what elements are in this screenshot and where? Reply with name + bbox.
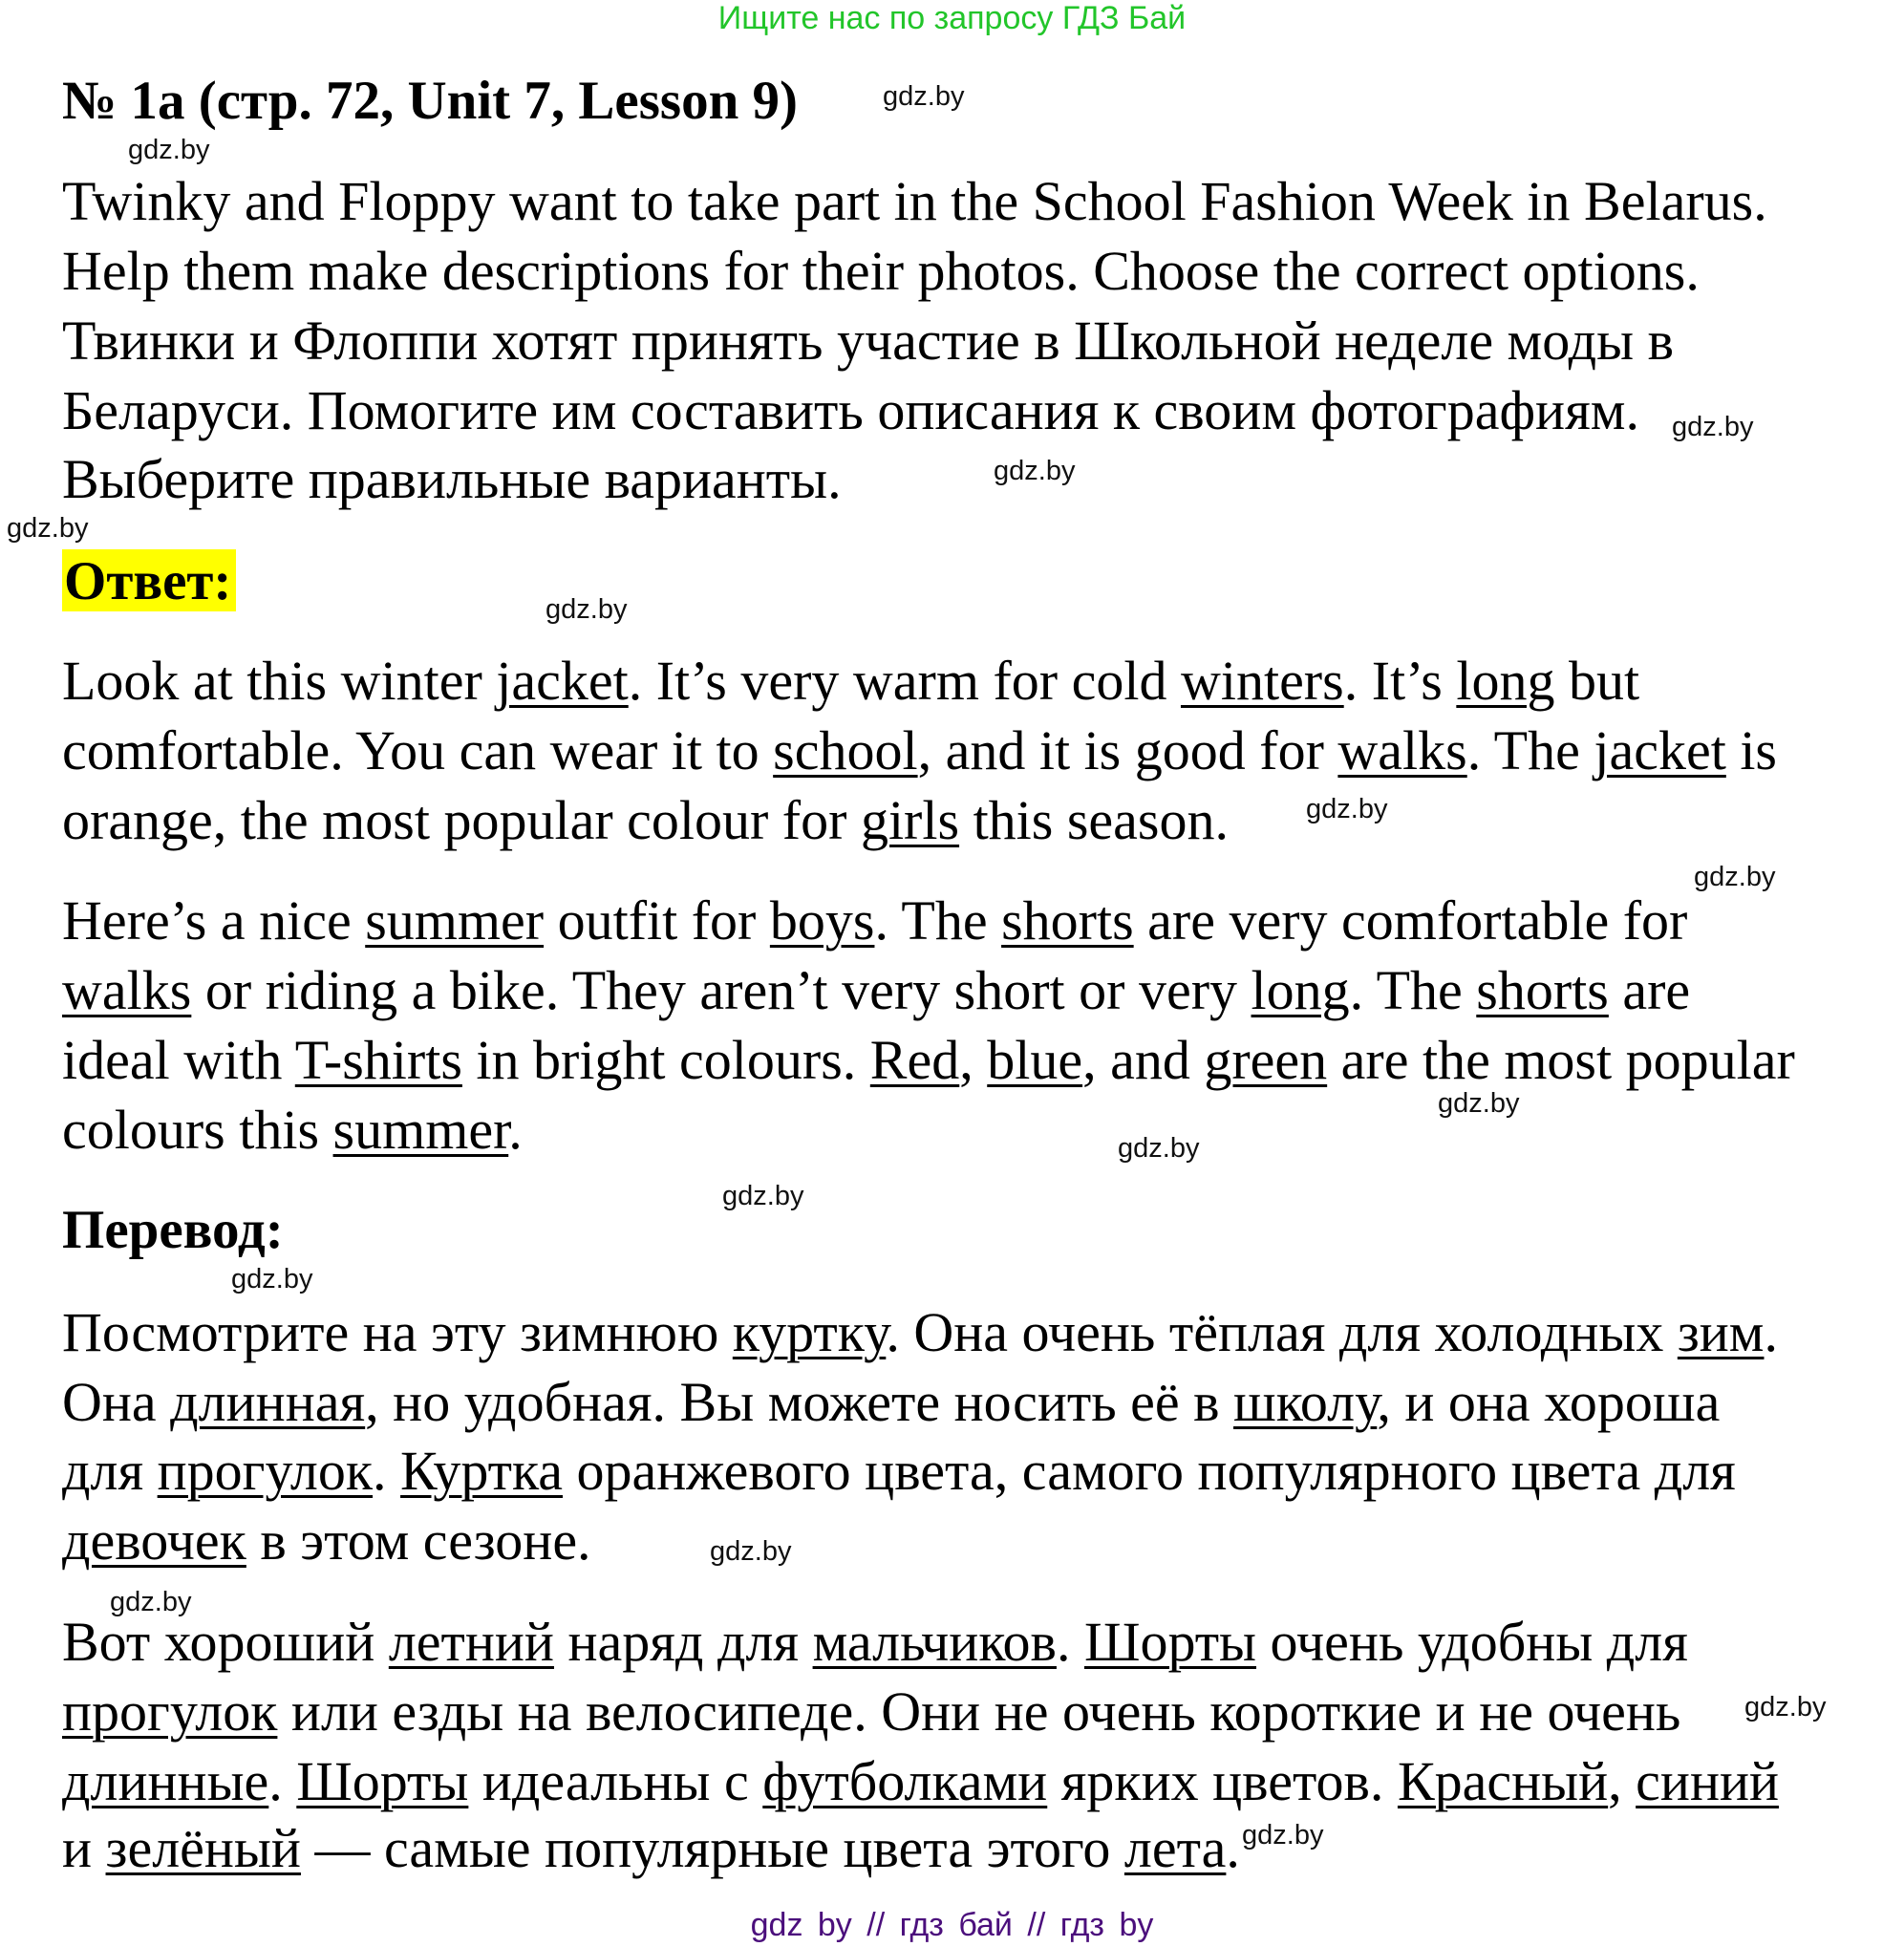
text-segment: Выберите правильные варианты. [62, 448, 842, 510]
watermark: gdz.by [1694, 862, 1776, 892]
text-line [62, 789, 1229, 851]
text-segment: or riding a bike. They aren’t very short or very [191, 959, 1252, 1021]
underlined-answer-word: школу [1233, 1371, 1378, 1433]
text-segment: colours this [62, 1099, 333, 1161]
text-segment: , но удобная. Вы можете носить её в [365, 1371, 1234, 1433]
text-segment: in bright colours. [461, 1029, 870, 1091]
text-segment: для [62, 1440, 158, 1502]
text-segment: this season. [959, 789, 1229, 851]
text-segment: , [959, 1029, 988, 1091]
underlined-answer-word: walks [62, 959, 192, 1021]
search-hint-banner: Ищите нас по запросу ГДЗ Бай [717, 0, 1187, 36]
text-segment: . [268, 1750, 297, 1812]
text-segment: Help them make descriptions for their photos. Choose the correct options. [62, 240, 1700, 302]
text-line [62, 1817, 1240, 1879]
text-segment: Twinky and Floppy want to take part in the School Fashion Week in Belarus. [62, 170, 1767, 232]
text-segment: are [1608, 959, 1691, 1021]
text-segment: — самые популярные цвета этого [300, 1817, 1124, 1879]
text-segment: ярких цветов. [1047, 1750, 1398, 1812]
text-segment: Вот хороший [62, 1611, 389, 1673]
text-segment: оранжевого цвета, самого популярного цвета для [563, 1440, 1736, 1502]
text-segment: outfit for [544, 889, 770, 952]
underlined-answer-word: Шорты [296, 1750, 469, 1812]
underlined-answer-word: long [1456, 650, 1555, 712]
watermark: gdz.by [722, 1181, 804, 1211]
text-segment: is [1725, 719, 1777, 781]
text-segment: . [508, 1099, 523, 1161]
underlined-answer-word: куртку [732, 1301, 887, 1363]
underlined-answer-word: Red [869, 1029, 960, 1091]
text-line [62, 650, 1640, 712]
text-line [62, 1099, 523, 1161]
watermark: gdz.by [128, 135, 210, 165]
text-segment: . It’s very warm for cold [628, 650, 1181, 712]
text-line [62, 719, 1777, 781]
text-segment: . [373, 1440, 401, 1502]
text-line [62, 1750, 1780, 1812]
text-line [62, 170, 1767, 232]
underlined-answer-word: лета [1123, 1817, 1227, 1879]
text-line [62, 1029, 1795, 1091]
text-line [62, 448, 842, 510]
text-segment: ideal with [62, 1029, 295, 1091]
underlined-answer-word: Красный [1397, 1750, 1609, 1812]
underlined-answer-word: shorts [1001, 889, 1134, 952]
underlined-answer-word: футболками [762, 1750, 1048, 1812]
text-segment: . The [1349, 959, 1477, 1021]
watermark: gdz.by [1306, 794, 1388, 824]
text-segment: в этом сезоне. [246, 1509, 591, 1572]
underlined-answer-word: Шорты [1083, 1611, 1257, 1673]
watermark: gdz.by [883, 81, 965, 112]
answer-label: Ответ: [64, 551, 232, 611]
text-segment: . It’s [1343, 650, 1457, 712]
text-line [62, 310, 1674, 372]
text-segment: , and it is good for [917, 719, 1338, 781]
text-line [62, 379, 1639, 441]
text-segment: или езды на велосипеде. Они не очень короткие и не очень [277, 1680, 1681, 1743]
text-segment: , [1608, 1750, 1637, 1812]
watermark: gdz.by [994, 456, 1076, 486]
text-segment: but [1554, 650, 1640, 712]
underlined-answer-word: winters [1180, 650, 1344, 712]
text-segment: очень удобны для [1256, 1611, 1688, 1673]
underlined-answer-word: green [1204, 1029, 1328, 1091]
text-segment: . [1764, 1301, 1778, 1363]
text-segment: . Она очень тёплая для холодных [886, 1301, 1678, 1363]
watermark: gdz.by [231, 1264, 313, 1294]
underlined-answer-word: синий [1636, 1750, 1780, 1812]
text-line [62, 959, 1691, 1021]
text-line [62, 1371, 1721, 1433]
underlined-answer-word: Куртка [400, 1440, 563, 1502]
text-segment: наряд для [553, 1611, 813, 1673]
underlined-answer-word: летний [388, 1611, 554, 1673]
text-segment: Она [62, 1371, 171, 1433]
underlined-answer-word: girls [860, 789, 960, 851]
text-segment: orange, the most popular colour for [62, 789, 861, 851]
text-segment: . The [874, 889, 1002, 952]
answer-label-highlight [62, 549, 236, 611]
watermark: gdz.by [7, 513, 89, 544]
underlined-answer-word: длинные [62, 1750, 269, 1812]
underlined-answer-word: jacket [496, 650, 629, 712]
text-segment: Беларуси. Помогите им составить описания к своим фотографиям. [62, 379, 1639, 441]
underlined-answer-word: boys [769, 889, 875, 952]
underlined-answer-word: мальчиков [812, 1611, 1057, 1673]
text-segment: , и она хороша [1377, 1371, 1721, 1433]
underlined-answer-word: зелёный [105, 1817, 301, 1879]
underlined-answer-word: school [773, 719, 918, 781]
watermark: gdz.by [1242, 1820, 1324, 1851]
text-line [62, 240, 1700, 302]
text-segment: . [1056, 1611, 1084, 1673]
underlined-answer-word: summer [332, 1099, 509, 1161]
underlined-answer-word: summer [365, 889, 545, 952]
text-segment: are the most popular [1327, 1029, 1795, 1091]
text-segment: Твинки и Флоппи хотят принять участие в Школьной неделе моды в [62, 310, 1674, 372]
text-segment: Look at this winter [62, 650, 497, 712]
text-line [62, 1611, 1688, 1673]
watermark: gdz.by [110, 1587, 192, 1617]
text-segment: Посмотрите на эту зимнюю [62, 1301, 733, 1363]
text-segment: comfortable. You can wear it to [62, 719, 774, 781]
text-line [62, 1301, 1778, 1363]
underlined-answer-word: зим [1677, 1301, 1765, 1363]
watermark: gdz.by [1672, 412, 1754, 442]
underlined-answer-word: jacket [1594, 719, 1726, 781]
underlined-answer-word: long [1251, 959, 1350, 1021]
underlined-answer-word: прогулок [62, 1680, 278, 1743]
text-segment: . [1226, 1817, 1240, 1879]
text-segment: Here’s a nice [62, 889, 366, 952]
text-segment: , and [1082, 1029, 1205, 1091]
text-line [62, 1509, 591, 1572]
watermark: gdz.by [1744, 1692, 1827, 1722]
text-line [62, 1440, 1736, 1502]
underlined-answer-word: T-shirts [294, 1029, 462, 1091]
text-segment: . The [1466, 719, 1594, 781]
underlined-answer-word: blue [987, 1029, 1083, 1091]
text-segment: идеальны с [468, 1750, 763, 1812]
watermark: gdz.by [546, 594, 628, 625]
watermark: gdz.by [1438, 1088, 1520, 1119]
text-segment: are very comfortable for [1133, 889, 1688, 952]
translation-label: Перевод: [62, 1200, 284, 1260]
underlined-answer-word: длинная [170, 1371, 366, 1433]
watermark: gdz.by [1118, 1133, 1200, 1164]
underlined-answer-word: walks [1337, 719, 1467, 781]
underlined-answer-word: девочек [62, 1509, 246, 1572]
underlined-answer-word: прогулок [157, 1440, 374, 1502]
text-segment: и [62, 1817, 106, 1879]
text-line [62, 889, 1688, 952]
underlined-answer-word: shorts [1476, 959, 1609, 1021]
text-line [62, 1680, 1681, 1743]
watermark: gdz.by [710, 1536, 792, 1567]
page-title: № 1a (стр. 72, Unit 7, Lesson 9) [62, 71, 799, 131]
footer-links[interactable]: gdz by // гдз бай // гдз by [750, 1907, 1154, 1943]
